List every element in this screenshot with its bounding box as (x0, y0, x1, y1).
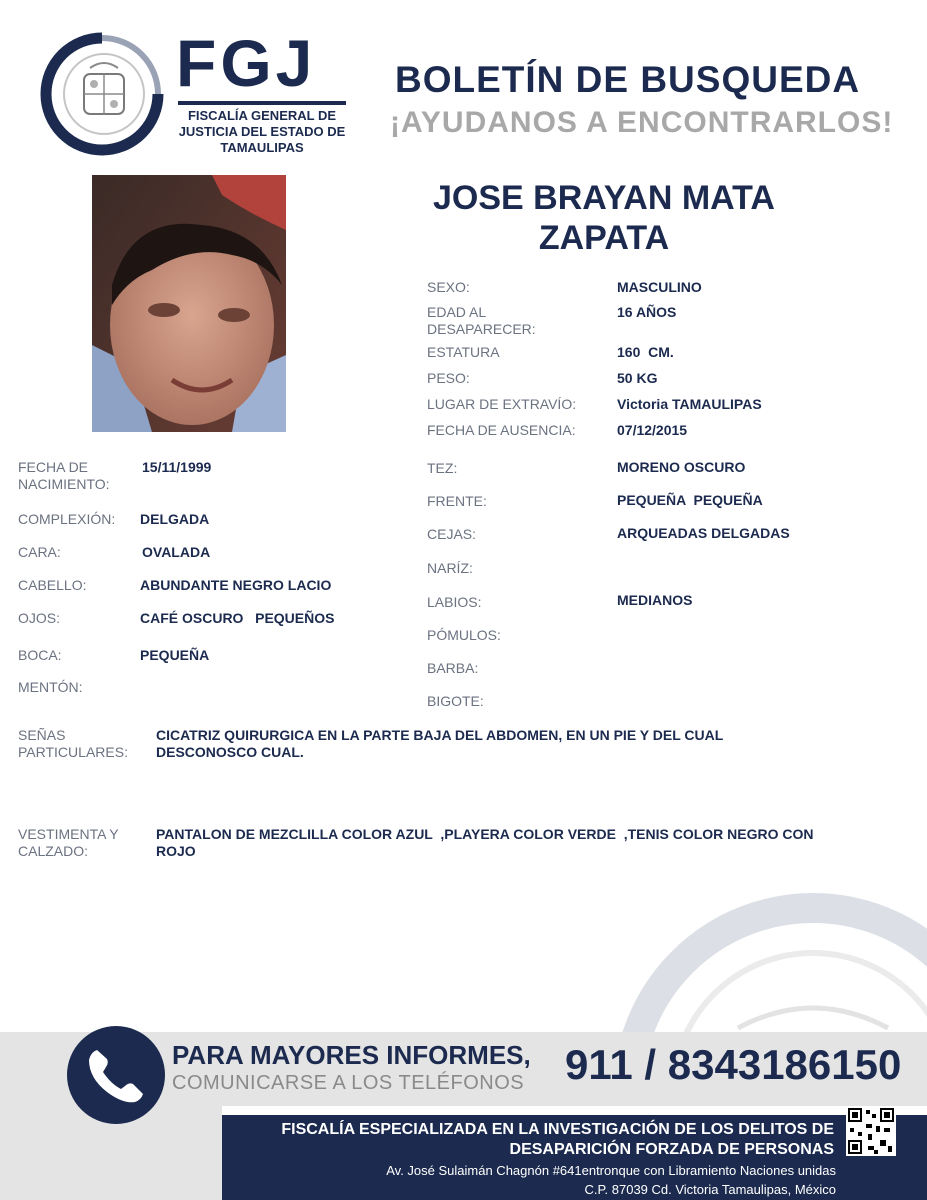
particular-signs-label: SEÑAS PARTICULARES: (18, 727, 128, 760)
agency-name-line2: DESAPARICIÓN FORZADA DE PERSONAS (509, 1141, 834, 1158)
location-value: Victoria TAMAULIPAS (617, 396, 762, 412)
logo-acronym: FGJ (176, 26, 317, 100)
build-label: COMPLEXIÓN: (18, 511, 116, 527)
agency-name (232, 1120, 834, 1160)
address-line1: Av. José Sulaimán Chagnón #641entronque con Libramiento Naciones unidas (386, 1163, 836, 1178)
clothing-value: PANTALON DE MEZCLILLA COLOR AZUL ,PLAYERA COLOR VERDE ,TENIS COLOR NEGRO CON ROJO (156, 826, 818, 859)
logo-divider (178, 101, 346, 105)
cheekbones-label: PÓMULOS: (427, 627, 501, 643)
height-label: ESTATURA (427, 344, 500, 360)
eyebrows-label: CEJAS: (427, 526, 477, 542)
mouth-value: PEQUEÑA (140, 647, 210, 663)
chin-label: MENTÓN: (18, 679, 83, 695)
lips-label: LABIOS: (427, 594, 482, 610)
absence-date-label: FECHA DE AUSENCIA: (427, 422, 576, 438)
skin-value: MORENO OSCURO (617, 459, 746, 475)
address-line2: C.P. 87039 Cd. Victoria Tamaulipas, México (584, 1182, 836, 1197)
sex-label: SEXO: (427, 279, 470, 295)
agency-address (232, 1161, 836, 1199)
age-label: EDAD AL DESAPARECER: (427, 304, 536, 337)
face-label: CARA: (18, 544, 61, 560)
hair-value: ABUNDANTE NEGRO LACIO (140, 577, 332, 593)
logo-full-name: FISCALÍA GENERAL DE JUSTICIA DEL ESTADO DE TAMAULIPAS (178, 108, 346, 155)
age-value: 16 AÑOS (617, 304, 677, 320)
clothing-label: VESTIMENTA Y CALZADO: (18, 826, 119, 859)
sex-value: MASCULINO (617, 279, 702, 295)
height-value: 160 CM. (617, 344, 674, 360)
person-name: JOSE BRAYAN MATA ZAPATA (433, 179, 775, 257)
qr-code-icon (846, 1106, 896, 1156)
birthdate-value: 15/11/1999 (142, 459, 212, 475)
particular-signs-value: CICATRIZ QUIRURGICA EN LA PARTE BAJA DEL ABDOMEN, EN UN PIE Y DEL CUAL DESCONOSCO CUAL. (156, 727, 724, 760)
state-seal-icon (40, 32, 165, 157)
face-value: OVALADA (142, 544, 211, 560)
phone-icon (67, 1026, 165, 1124)
location-label: LUGAR DE EXTRAVÍO: (427, 396, 577, 412)
weight-label: PESO: (427, 370, 470, 386)
forehead-value: PEQUEÑA PEQUEÑA (617, 492, 763, 508)
skin-label: TEZ: (427, 460, 458, 476)
hair-label: CABELLO: (18, 577, 87, 593)
bulletin-title: BOLETÍN DE BUSQUEDA (395, 59, 861, 100)
agency-name-line1: FISCALÍA ESPECIALIZADA EN LA INVESTIGACIÓN DE LOS DELITOS DE (281, 1121, 834, 1138)
info-subtitle: COMUNICARSE A LOS TELÉFONOS (172, 1072, 525, 1094)
eyes-label: OJOS: (18, 610, 61, 626)
absence-date-value: 07/12/2015 (617, 422, 688, 438)
eyes-value: CAFÉ OSCURO PEQUEÑOS (140, 610, 335, 626)
contact-phone-number: 911 / 8343186150 (565, 1041, 902, 1088)
nose-label: NARÍZ: (427, 560, 473, 576)
person-photo (92, 175, 286, 432)
eyebrows-value: ARQUEADAS DELGADAS (617, 525, 790, 541)
info-title: PARA MAYORES INFORMES, (172, 1040, 531, 1070)
lips-value: MEDIANOS (617, 592, 693, 608)
birthdate-label: FECHA DE NACIMIENTO: (18, 459, 110, 492)
mouth-label: BOCA: (18, 647, 62, 663)
bulletin-subtitle: ¡AYUDANOS A ENCONTRARLOS! (390, 106, 894, 139)
mustache-label: BIGOTE: (427, 693, 484, 709)
forehead-label: FRENTE: (427, 493, 487, 509)
beard-label: BARBA: (427, 660, 479, 676)
build-value: DELGADA (140, 511, 210, 527)
weight-value: 50 KG (617, 370, 658, 386)
